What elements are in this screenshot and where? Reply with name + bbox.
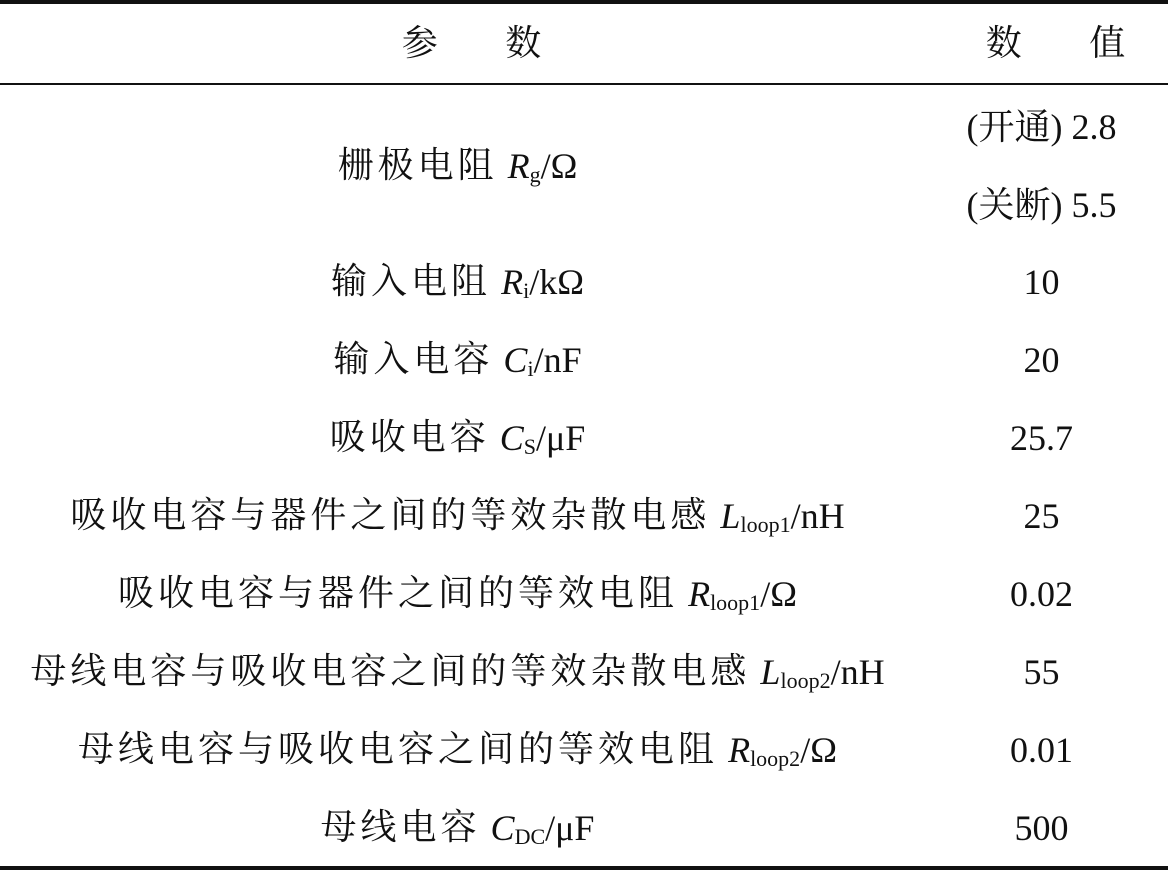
param-subscript: i [523,278,530,303]
param-value: 20 [1023,340,1060,380]
param-value: 0.01 [1010,730,1073,770]
param-name: 母线电容与吸收电容之间的等效杂散电感 [30,651,751,692]
param-unit: /Ω [760,574,797,614]
param-unit: /Ω [540,146,578,186]
param-symbol: C [499,418,524,458]
param-cell [0,798,915,858]
param-subscript: loop2 [780,668,831,693]
param-name: 吸收电容 [329,417,490,458]
param-value: 10 [1023,262,1060,302]
param-name: 输入电容 [333,339,494,380]
param-symbol: R [507,146,530,186]
param-unit: /nH [830,652,885,692]
param-subscript: loop1 [710,590,761,615]
param-value: 0.02 [1010,574,1073,614]
param-cell [0,564,915,624]
param-name: 母线电容 [320,807,481,848]
param-cell [0,136,915,196]
param-name: 吸收电容与器件之间的等效杂散电感 [70,495,711,536]
param-subscript: i [527,356,534,381]
param-name: 母线电容与吸收电容之间的等效电阻 [78,729,719,770]
param-symbol: C [503,340,528,380]
param-subscript: S [523,434,536,459]
param-cell [0,642,915,702]
param-value: (关断) 5.5 [966,185,1117,225]
param-name: 输入电阻 [331,261,492,302]
param-value: 25.7 [1010,418,1073,458]
param-cell [0,408,915,468]
param-unit: /nF [533,340,582,380]
param-subscript: loop2 [750,746,801,771]
param-symbol: R [688,574,711,614]
param-unit: /nH [790,496,845,536]
param-unit: /Ω [800,730,837,770]
table-header-rule [0,83,1168,85]
param-symbol: L [760,652,781,692]
param-unit: /μF [545,808,595,848]
param-symbol: C [490,808,515,848]
param-name: 栅极电阻 [337,145,498,186]
param-cell [0,252,915,312]
param-value: 55 [1023,652,1060,692]
param-subscript: loop1 [740,512,791,537]
param-cell [0,330,915,390]
param-subscript: DC [514,824,546,849]
table-top-rule [0,0,1168,4]
param-symbol: R [728,730,751,770]
table-bottom-rule [0,866,1168,870]
param-value: 25 [1023,496,1060,536]
param-name: 吸收电容与器件之间的等效电阻 [118,573,679,614]
header-param: 参 数 [401,23,570,64]
param-unit: /kΩ [529,262,584,302]
param-value: (开通) 2.8 [966,107,1117,147]
header-value: 数 值 [985,23,1154,64]
param-symbol: R [501,262,524,302]
param-symbol: L [720,496,741,536]
param-cell [0,486,915,546]
param-unit: /μF [535,418,586,458]
param-cell [0,720,915,780]
param-subscript: g [529,162,541,187]
param-value: 500 [1014,808,1069,848]
